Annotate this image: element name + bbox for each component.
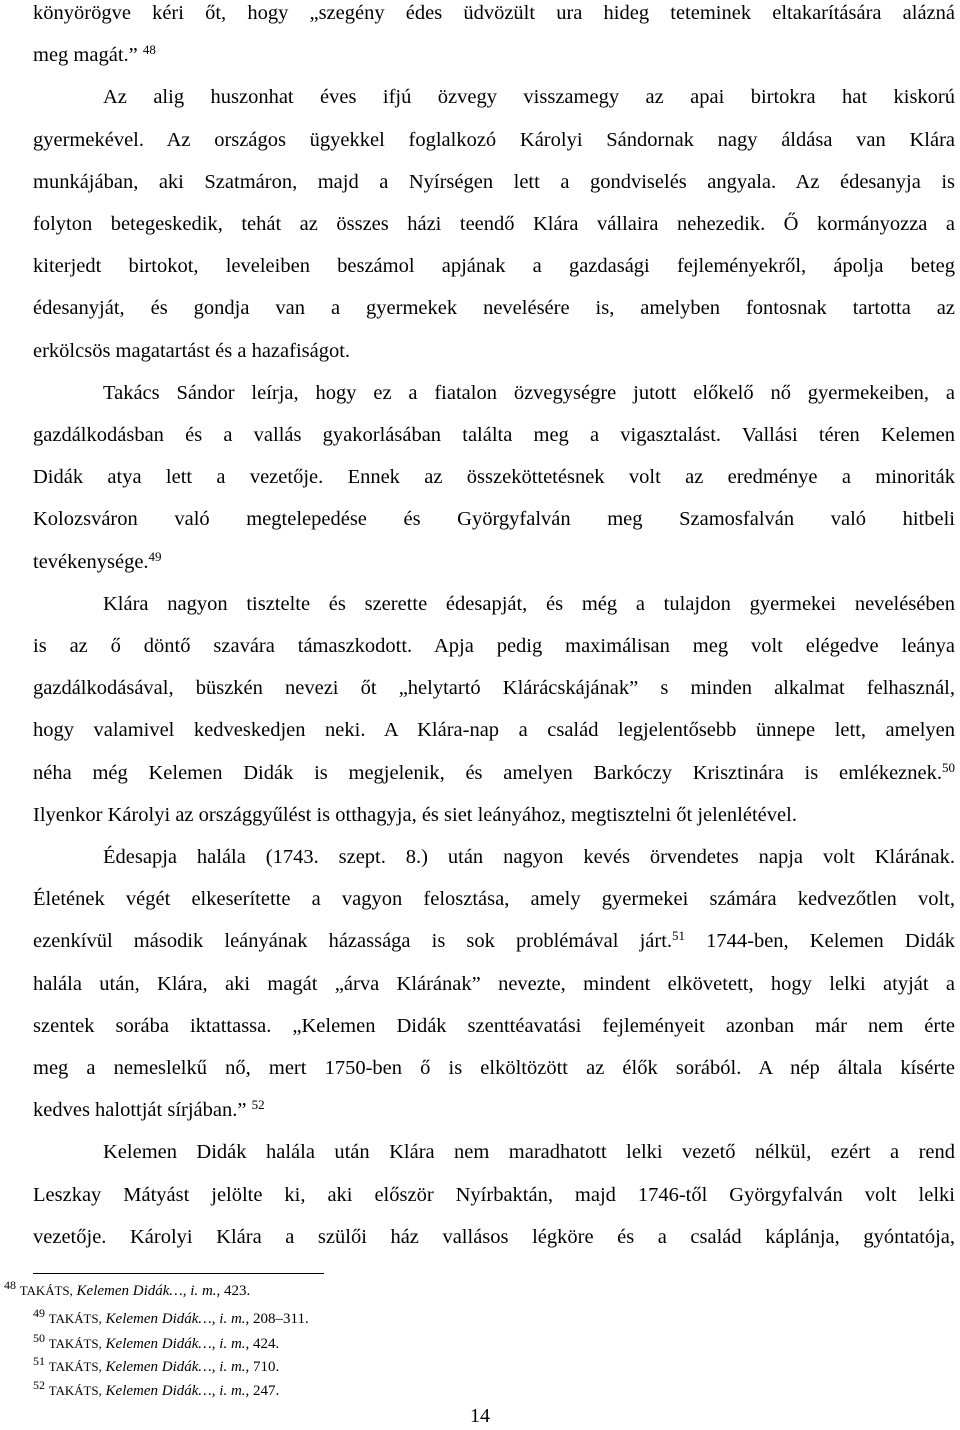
text-line-content: hogy valamivel kedveskedjen neki. A Klára-nap a család legjelentősebb ünnepe lett, amelyen [33,719,955,742]
text-line [33,928,955,954]
text-line-content: folyton betegeskedik, tehát az összes házi teendő Klára vállaira nehezedik. Ő kormányozza a [33,213,955,235]
text-line [33,169,955,195]
text-line-content: Az alig huszonhat éves ifjú özvegy visszamegy az apai birtokra hat kiskorú [103,86,955,109]
footnote-page: , 424. [245,1336,280,1352]
footnote-title: Kelemen Didák…, i. m. [76,1283,217,1299]
text-line [33,422,955,448]
footnote-number: 51 [33,1354,45,1368]
footnote-page: , 247. [245,1383,280,1399]
text-line [33,0,955,26]
text-line [33,1182,955,1208]
footnote-number: 50 [33,1331,45,1345]
footnote [33,1306,309,1328]
text-line-content: erkölcsös magatartást és a hazafiságot. [33,339,351,362]
text-line-content: meg magát.” [33,44,143,67]
text-line [33,549,955,575]
text-line-content: gazdálkodásban és a vallás gyakorlásában találta meg a vigasztalást. Vallási téren Kelemen [33,424,955,446]
text-line [33,675,955,701]
text-line-content: Kolozsváron való megtelepedése és Györgyfalván meg Szamosfalván való hitbeli [33,508,955,531]
footnote-page: , 423. [216,1283,251,1299]
text-line [33,717,955,743]
footnote-author: TAKÁTS, [48,1337,102,1351]
text-line-content: halála után, Klára, aki magát „árva Klárának” nevezte, mindent elkövetett, hogy lelki atyját a [33,972,955,995]
footnote-page: , 710. [245,1359,280,1375]
text-line [33,295,955,321]
text-line-content: szentek sorába iktattassa. „Kelemen Didák szenttéavatási fejleményeit azonban már nem érte [33,1014,955,1037]
footnote-separator [33,1273,324,1274]
text-line [33,506,955,532]
footnote-reference[interactable]: 49 [148,548,162,564]
footnote [33,1331,280,1353]
footnote-page: , 208–311. [245,1311,309,1327]
text-line-continuation: 1744-ben, Kelemen Didák [685,930,955,953]
text-line-content: Didák atya lett a vezetője. Ennek az összeköttetésnek volt az eredménye a minoriták [33,466,955,489]
text-line [103,1139,955,1165]
footnote-author: TAKÁTS, [19,1284,73,1298]
text-line-content: Leszkay Mátyást jelölte ki, aki először Nyírbaktán, majd 1746-től Györgyfalván volt lelki [33,1183,955,1206]
text-line [33,211,955,237]
text-line-content: édesanyját, és gondja van a gyermekek nevelésére is, amelyben fontosnak tartotta az [33,297,955,320]
text-line [33,1013,955,1039]
text-line-content: meg a nemeslelkű nő, mert 1750-ben ő is elköltözött az élők sorából. A nép általa kísérte [33,1057,955,1079]
text-line [33,1055,955,1081]
footnote-title: Kelemen Didák…, i. m. [105,1359,246,1375]
text-line [33,1224,955,1250]
footnote [33,1378,280,1400]
text-line-content: kedves halottját sírjában.” [33,1099,252,1122]
text-line-content: vezetője. Károlyi Klára a szülői ház vallásos légköre és a család káplánja, gyóntatója, [33,1225,955,1248]
text-line-content: Takács Sándor leírja, hogy ez a fiatalon özvegységre jutott előkelő nő gyermekeiben, a [103,381,955,404]
text-line [33,127,955,153]
text-line [103,84,955,110]
text-line-content: Édesapja halála (1743. szept. 8.) után nagyon kevés örvendetes napja volt Klárának. [103,846,955,868]
text-line [33,802,955,828]
footnote-author: TAKÁTS, [48,1360,102,1374]
text-line-content: gazdálkodásával, büszkén nevezi őt „helytartó Klárácskájának” s minden alkalmat felhasznál, [33,677,955,700]
text-line-content: Kelemen Didák halála után Klára nem maradhatott lelki vezető nélkül, ezért a rend [103,1141,955,1164]
footnote-title: Kelemen Didák…, i. m. [105,1336,246,1352]
text-line [33,760,955,786]
footnote-title: Kelemen Didák…, i. m. [105,1383,246,1399]
text-line [33,464,955,490]
text-line [33,886,955,912]
text-line [33,42,955,68]
footnote [4,1278,251,1300]
text-line [103,591,955,617]
text-line [103,844,955,870]
text-line-content: tevékenysége. [33,550,149,573]
text-line-content: Klára nagyon tisztelte és szerette édesapját, és még a tulajdon gyermekei nevelésében [103,592,955,615]
footnote-number: 48 [4,1278,16,1292]
text-line [33,1097,955,1123]
text-line-content: is az ő döntő szavára támaszkodott. Apja pedig maximálisan meg volt elégedve leánya [33,635,955,657]
text-line-content: munkájában, aki Szatmáron, majd a Nyírségen lett a gondviselés angyala. Az édesanyja is [33,170,955,193]
text-line [33,253,955,279]
text-line-content: néha még Kelemen Didák is megjelenik, és amelyen Barkóczy Krisztinára is emlékeznek. [33,761,942,784]
page-number: 14 [470,1405,490,1427]
footnote-author: TAKÁTS, [48,1384,102,1398]
text-line [103,380,955,406]
footnote-title: Kelemen Didák…, i. m. [105,1311,246,1327]
footnote-author: TAKÁTS, [48,1312,102,1326]
text-line-content: Ilyenkor Károlyi az országgyűlést is otthagyja, és siet leányához, megtisztelni őt jelenlétével. [33,803,797,826]
footnote-reference[interactable]: 51 [672,928,686,944]
footnote-reference[interactable]: 48 [142,42,156,58]
text-line-content: gyermekével. Az országos ügyekkel foglalkozó Károlyi Sándornak nagy áldása van Klára [33,128,955,151]
text-line [33,338,955,364]
footnote-reference[interactable]: 52 [251,1097,265,1113]
text-line [33,971,955,997]
text-line-content: Életének végét elkeserítette a vagyon felosztása, amely gyermekei számára kedvezőtlen volt, [33,888,955,911]
text-line-content: ezenkívül második leányának házassága is sok problémával járt. [33,930,673,953]
footnote-reference[interactable]: 50 [942,759,955,775]
footnote-number: 49 [33,1306,45,1320]
footnote-number: 52 [33,1378,45,1392]
text-line-content: kiterjedt birtokot, leveleiben beszámol apjának a gazdasági fejleményekről, ápolja beteg [33,255,955,278]
footnote [33,1354,280,1376]
text-line-content: könyörögve kéri őt, hogy „szegény édes üdvözült ura hideg teteminek eltakarítására alázná [33,2,955,24]
text-line [33,633,955,659]
